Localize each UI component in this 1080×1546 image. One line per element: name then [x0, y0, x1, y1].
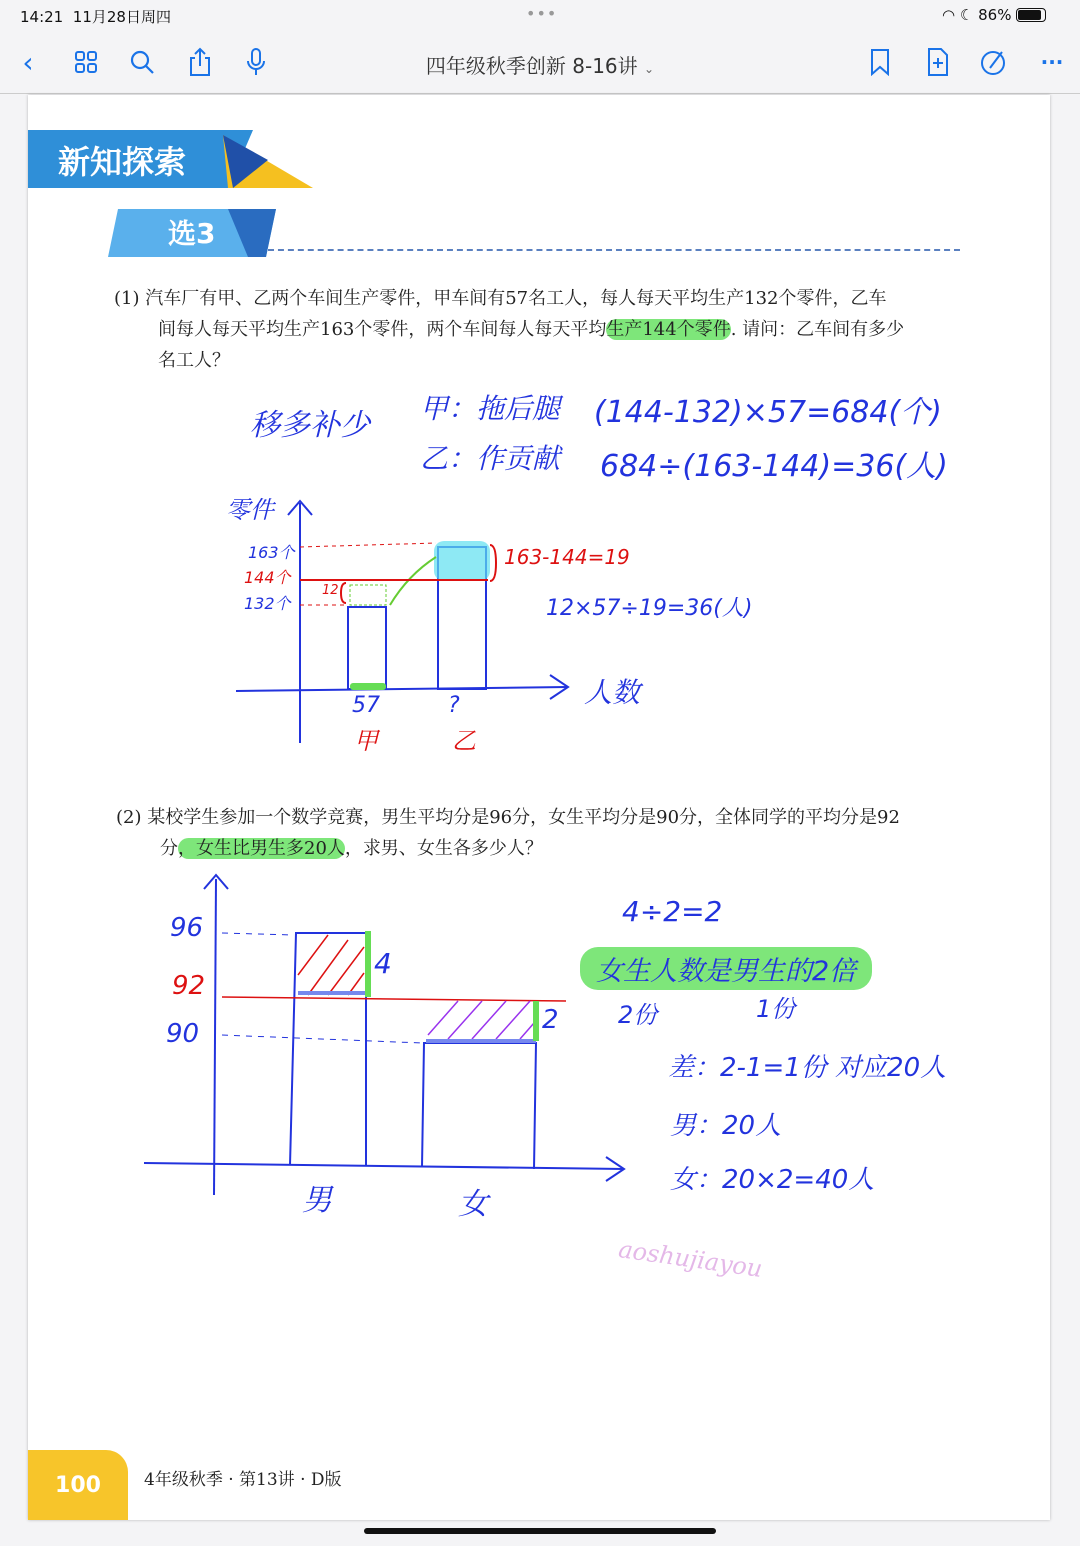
- sub-banner-title: 选3: [168, 217, 216, 250]
- status-right: ◠ ☾ 86%: [942, 6, 1046, 24]
- note-diff: 差：2-1=1份 对应20人: [668, 1053, 947, 1083]
- chevron-down-icon: ⌄: [644, 62, 655, 76]
- label-boy: 男: [302, 1183, 332, 1218]
- question-2: (2) 某校学生参加一个数学竞赛，男生平均分是96分，女生平均分是90分，全体同学的平均分是92 分，女生比男生多20人，求男、女生各多少人？: [116, 807, 900, 859]
- page-number: 100: [28, 1450, 128, 1520]
- diff-12: 12: [322, 583, 339, 598]
- question-1: (1) 汽车厂有甲、乙两个车间生产零件，甲车间有57名工人，每人每天平均生产132个零件，乙车 间每人每天平均生产163个零件，两个车间每人每天平均生产144个零件. 请问：乙车间有多少 名工人？: [114, 288, 905, 371]
- note-eq1: (144-132)×57=684(个): [594, 395, 942, 430]
- footer-text: 4年级秋季 · 第13讲 · D版: [144, 1470, 342, 1490]
- battery-icon: [1016, 8, 1046, 22]
- back-icon[interactable]: ‹: [22, 45, 34, 79]
- note-girls: 女：20×2=40人: [670, 1165, 875, 1195]
- wifi-icon: ◠: [942, 6, 956, 24]
- watermark: aoshujiayou: [616, 1235, 765, 1283]
- diff-2: 2: [542, 1005, 559, 1035]
- tick-132: 132个: [244, 594, 291, 613]
- note-b: 乙：作贡献: [420, 442, 561, 475]
- tick-144: 144个: [244, 568, 291, 587]
- note-a: 甲：拖后腿: [420, 392, 561, 425]
- y-axis-label: 零件: [226, 496, 274, 524]
- label-girl: 女: [458, 1187, 488, 1222]
- x-axis-label: 人数: [584, 676, 641, 709]
- x-tick-unknown: ?: [448, 693, 460, 718]
- tick-92: 92: [172, 971, 206, 1001]
- home-indicator[interactable]: [364, 1528, 716, 1534]
- note-key-highlight: 女生人数是男生的2倍: [580, 947, 872, 990]
- tick-96: 96: [170, 913, 204, 943]
- note-2-parts: 2份: [618, 1001, 658, 1029]
- markup-icon[interactable]: [978, 46, 1010, 78]
- note-boys: 男：20人: [670, 1111, 782, 1141]
- diff-4: 4: [374, 947, 392, 980]
- note-eq0: 4÷2=2: [622, 895, 723, 928]
- document-title[interactable]: 四年级秋季创新 8-16讲 ⌄: [425, 54, 655, 78]
- diagram-2: [28, 95, 1050, 1520]
- multitask-dots[interactable]: •••: [526, 4, 558, 23]
- tick-90: 90: [166, 1019, 200, 1049]
- moon-icon: ☾: [959, 6, 974, 24]
- tick-163: 163个: [248, 543, 295, 562]
- note-method: 移多补少: [250, 408, 370, 443]
- note-eq2: 684÷(163-144)=36(人): [600, 449, 948, 484]
- banner-title: 新知探索: [58, 143, 187, 181]
- more-icon[interactable]: ···: [1040, 50, 1064, 74]
- label-yi: 乙: [452, 727, 476, 755]
- add-page-icon[interactable]: [922, 46, 954, 78]
- label-jia: 甲: [354, 727, 378, 755]
- status-time: 14:21 11月28日周四: [20, 8, 171, 26]
- document-page[interactable]: [28, 95, 1050, 1520]
- note-eq3: 12×57÷19=36(人): [546, 596, 753, 621]
- x-tick-57: 57: [352, 693, 380, 718]
- bookmark-icon[interactable]: [864, 46, 896, 78]
- toolbar-divider: [0, 93, 1080, 94]
- note-1-part: 1份: [756, 995, 796, 1023]
- diff-19: 163-144=19: [504, 545, 630, 569]
